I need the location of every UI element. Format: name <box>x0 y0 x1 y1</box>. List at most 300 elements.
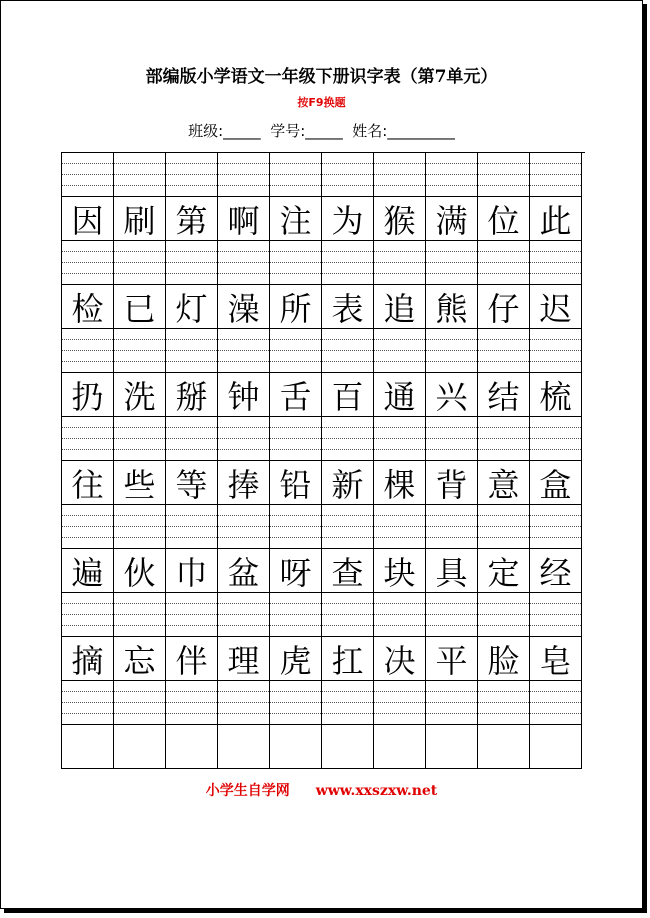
guide-line <box>478 339 529 340</box>
guide-line <box>374 713 425 714</box>
guide-cell <box>322 593 374 637</box>
guide-cell <box>270 241 322 285</box>
character-cell: 检 <box>62 285 114 329</box>
character-row <box>62 461 585 505</box>
guide-line <box>270 603 321 604</box>
guide-line <box>166 625 217 626</box>
guide-line <box>374 361 425 362</box>
guide-line <box>62 438 113 439</box>
guide-cell <box>218 681 270 725</box>
guide-line <box>62 537 113 538</box>
character-grid <box>61 152 585 769</box>
guide-line <box>322 702 373 703</box>
guide-cell <box>166 593 218 637</box>
guide-line <box>62 163 113 164</box>
guide-line <box>478 174 529 175</box>
guide-line <box>322 449 373 450</box>
guide-cell <box>478 505 530 549</box>
guide-line <box>530 438 581 439</box>
guide-line <box>270 713 321 714</box>
guide-line <box>426 713 477 714</box>
guide-cell <box>270 329 322 373</box>
guide-line <box>478 702 529 703</box>
character-cell: 扔 <box>62 373 114 417</box>
character-cell: 注 <box>270 197 322 241</box>
character-cell: 巾 <box>166 549 218 593</box>
guide-line <box>114 185 165 186</box>
student-info-line: 班级:_____ 学号:_____ 姓名:_________ <box>188 122 455 140</box>
guide-cell <box>114 329 166 373</box>
character-cell: 澡 <box>218 285 270 329</box>
guide-line <box>218 713 269 714</box>
guide-line <box>478 614 529 615</box>
site-name[interactable]: 小学生自学网 <box>205 783 290 799</box>
guide-line <box>374 537 425 538</box>
character-cell: 伙 <box>114 549 166 593</box>
character-cell: 迟 <box>530 285 582 329</box>
character-cell: 棵 <box>374 461 426 505</box>
guide-line <box>530 350 581 351</box>
guide-line <box>114 174 165 175</box>
guide-row <box>62 681 585 725</box>
character-cell: 块 <box>374 549 426 593</box>
guide-line <box>478 515 529 516</box>
guide-line <box>270 449 321 450</box>
guide-cell <box>270 417 322 461</box>
guide-line <box>426 537 477 538</box>
guide-cell <box>114 241 166 285</box>
guide-line <box>62 262 113 263</box>
guide-line <box>166 691 217 692</box>
guide-line <box>218 625 269 626</box>
guide-line <box>426 174 477 175</box>
guide-line <box>426 251 477 252</box>
guide-line <box>530 515 581 516</box>
guide-line <box>322 537 373 538</box>
character-cell: 满 <box>426 197 478 241</box>
guide-line <box>426 361 477 362</box>
character-cell: 理 <box>218 637 270 681</box>
guide-line <box>270 438 321 439</box>
guide-line <box>374 526 425 527</box>
guide-cell <box>374 593 426 637</box>
guide-line <box>166 174 217 175</box>
guide-line <box>62 273 113 274</box>
guide-line <box>270 174 321 175</box>
guide-line <box>530 691 581 692</box>
guide-line <box>478 273 529 274</box>
guide-cell <box>62 417 114 461</box>
guide-line <box>426 691 477 692</box>
guide-line <box>322 350 373 351</box>
guide-line <box>218 691 269 692</box>
guide-row <box>62 153 585 197</box>
character-cell: 位 <box>478 197 530 241</box>
guide-line <box>426 350 477 351</box>
guide-cell <box>62 593 114 637</box>
character-cell: 舌 <box>270 373 322 417</box>
guide-line <box>114 614 165 615</box>
guide-line <box>62 515 113 516</box>
character-cell: 熊 <box>426 285 478 329</box>
guide-line <box>478 251 529 252</box>
character-cell: 摘 <box>62 637 114 681</box>
guide-line <box>270 262 321 263</box>
guide-line <box>374 262 425 263</box>
guide-line <box>166 526 217 527</box>
guide-line <box>218 339 269 340</box>
guide-line <box>114 449 165 450</box>
guide-line <box>114 273 165 274</box>
guide-cell <box>62 681 114 725</box>
guide-row <box>62 593 585 637</box>
blank-cell <box>322 725 374 769</box>
character-cell: 盒 <box>530 461 582 505</box>
guide-line <box>166 350 217 351</box>
guide-cell <box>426 241 478 285</box>
guide-line <box>270 515 321 516</box>
character-row <box>62 373 585 417</box>
page-title: 部编版小学语文一年级下册识字表（第7单元） <box>145 67 498 87</box>
guide-line <box>530 625 581 626</box>
guide-cell <box>218 153 270 197</box>
character-cell: 脸 <box>478 637 530 681</box>
guide-line <box>270 185 321 186</box>
guide-line <box>530 339 581 340</box>
guide-line <box>270 361 321 362</box>
character-row <box>62 285 585 329</box>
blank-cell <box>478 725 530 769</box>
character-cell: 灯 <box>166 285 218 329</box>
guide-line <box>218 262 269 263</box>
guide-cell <box>374 681 426 725</box>
guide-line <box>478 526 529 527</box>
guide-cell <box>166 417 218 461</box>
guide-cell <box>322 681 374 725</box>
character-cell: 等 <box>166 461 218 505</box>
guide-line <box>166 614 217 615</box>
guide-line <box>322 614 373 615</box>
guide-cell <box>478 593 530 637</box>
guide-line <box>530 614 581 615</box>
character-cell: 表 <box>322 285 374 329</box>
character-cell: 决 <box>374 637 426 681</box>
guide-line <box>114 361 165 362</box>
guide-cell <box>166 241 218 285</box>
guide-line <box>374 702 425 703</box>
guide-cell <box>478 681 530 725</box>
guide-line <box>322 427 373 428</box>
guide-line <box>114 163 165 164</box>
character-cell: 洗 <box>114 373 166 417</box>
guide-cell <box>478 153 530 197</box>
guide-cell <box>270 593 322 637</box>
guide-line <box>114 526 165 527</box>
character-cell: 猴 <box>374 197 426 241</box>
guide-line <box>114 262 165 263</box>
guide-line <box>426 526 477 527</box>
guide-line <box>114 339 165 340</box>
character-cell: 此 <box>530 197 582 241</box>
guide-cell <box>218 241 270 285</box>
guide-line <box>270 427 321 428</box>
guide-line <box>426 262 477 263</box>
guide-line <box>426 614 477 615</box>
guide-line <box>530 273 581 274</box>
page-shadow <box>4 909 647 913</box>
guide-cell <box>322 153 374 197</box>
character-cell: 啊 <box>218 197 270 241</box>
character-cell: 呀 <box>270 549 322 593</box>
blank-cell <box>270 725 322 769</box>
guide-line <box>322 163 373 164</box>
guide-line <box>322 185 373 186</box>
guide-row <box>62 417 585 461</box>
guide-line <box>374 614 425 615</box>
guide-cell <box>426 329 478 373</box>
blank-cell <box>426 725 478 769</box>
guide-line <box>374 515 425 516</box>
guide-line <box>374 625 425 626</box>
guide-line <box>530 427 581 428</box>
character-cell: 意 <box>478 461 530 505</box>
guide-line <box>166 163 217 164</box>
guide-row <box>62 329 585 373</box>
blank-cell <box>218 725 270 769</box>
guide-cell <box>62 505 114 549</box>
character-row <box>62 197 585 241</box>
guide-line <box>374 438 425 439</box>
guide-cell <box>530 593 582 637</box>
guide-line <box>218 427 269 428</box>
guide-cell <box>114 593 166 637</box>
guide-line <box>530 713 581 714</box>
blank-cell <box>62 725 114 769</box>
guide-cell <box>322 417 374 461</box>
guide-cell <box>478 417 530 461</box>
site-url[interactable]: www.xxszxw.net <box>315 783 438 799</box>
guide-line <box>218 174 269 175</box>
guide-cell <box>218 593 270 637</box>
guide-line <box>114 438 165 439</box>
guide-line <box>270 273 321 274</box>
character-cell: 钟 <box>218 373 270 417</box>
guide-line <box>530 702 581 703</box>
guide-line <box>530 163 581 164</box>
character-cell: 皂 <box>530 637 582 681</box>
guide-line <box>426 603 477 604</box>
guide-line <box>62 713 113 714</box>
character-cell: 捧 <box>218 461 270 505</box>
guide-line <box>322 262 373 263</box>
character-cell: 追 <box>374 285 426 329</box>
guide-cell <box>530 505 582 549</box>
character-cell: 盆 <box>218 549 270 593</box>
guide-line <box>478 438 529 439</box>
character-cell: 往 <box>62 461 114 505</box>
guide-cell <box>322 241 374 285</box>
guide-line <box>426 625 477 626</box>
guide-line <box>62 251 113 252</box>
guide-cell <box>426 417 478 461</box>
guide-line <box>374 350 425 351</box>
guide-line <box>530 361 581 362</box>
guide-line <box>166 438 217 439</box>
guide-line <box>478 449 529 450</box>
guide-line <box>322 251 373 252</box>
character-row <box>62 549 585 593</box>
guide-line <box>270 625 321 626</box>
guide-line <box>374 427 425 428</box>
guide-line <box>62 625 113 626</box>
guide-line <box>218 515 269 516</box>
guide-line <box>426 339 477 340</box>
guide-line <box>374 603 425 604</box>
guide-line <box>166 713 217 714</box>
guide-line <box>166 185 217 186</box>
guide-cell <box>62 329 114 373</box>
character-cell: 结 <box>478 373 530 417</box>
blank-cell <box>374 725 426 769</box>
guide-cell <box>270 505 322 549</box>
guide-cell <box>478 329 530 373</box>
guide-cell <box>426 153 478 197</box>
guide-line <box>166 427 217 428</box>
guide-line <box>322 361 373 362</box>
guide-line <box>530 449 581 450</box>
guide-line <box>218 273 269 274</box>
guide-cell <box>426 593 478 637</box>
character-cell: 为 <box>322 197 374 241</box>
guide-cell <box>374 505 426 549</box>
guide-line <box>270 702 321 703</box>
guide-cell <box>166 329 218 373</box>
guide-line <box>62 350 113 351</box>
character-cell: 些 <box>114 461 166 505</box>
guide-line <box>478 427 529 428</box>
guide-line <box>166 449 217 450</box>
guide-line <box>166 702 217 703</box>
guide-line <box>114 625 165 626</box>
guide-line <box>530 185 581 186</box>
guide-line <box>218 526 269 527</box>
blank-cell <box>530 725 582 769</box>
guide-line <box>530 174 581 175</box>
guide-line <box>374 339 425 340</box>
guide-line <box>374 163 425 164</box>
guide-line <box>114 251 165 252</box>
guide-line <box>530 251 581 252</box>
guide-line <box>166 537 217 538</box>
character-cell: 仔 <box>478 285 530 329</box>
guide-line <box>322 526 373 527</box>
guide-cell <box>114 505 166 549</box>
guide-line <box>374 185 425 186</box>
guide-line <box>114 691 165 692</box>
guide-line <box>62 691 113 692</box>
character-cell: 定 <box>478 549 530 593</box>
guide-cell <box>374 329 426 373</box>
guide-cell <box>322 329 374 373</box>
guide-cell <box>530 681 582 725</box>
guide-line <box>218 361 269 362</box>
guide-line <box>218 251 269 252</box>
guide-cell <box>478 241 530 285</box>
guide-line <box>62 361 113 362</box>
guide-line <box>62 174 113 175</box>
guide-line <box>374 273 425 274</box>
guide-line <box>322 713 373 714</box>
guide-cell <box>166 681 218 725</box>
guide-cell <box>218 505 270 549</box>
guide-line <box>166 273 217 274</box>
guide-line <box>478 603 529 604</box>
guide-line <box>114 713 165 714</box>
character-cell: 掰 <box>166 373 218 417</box>
character-cell: 背 <box>426 461 478 505</box>
guide-line <box>322 438 373 439</box>
guide-line <box>62 526 113 527</box>
character-cell: 已 <box>114 285 166 329</box>
guide-line <box>270 537 321 538</box>
guide-line <box>166 339 217 340</box>
guide-line <box>270 526 321 527</box>
character-cell: 查 <box>322 549 374 593</box>
character-cell: 所 <box>270 285 322 329</box>
character-cell: 通 <box>374 373 426 417</box>
guide-line <box>530 262 581 263</box>
guide-line <box>218 603 269 604</box>
character-cell: 刷 <box>114 197 166 241</box>
character-cell: 百 <box>322 373 374 417</box>
guide-line <box>62 427 113 428</box>
guide-cell <box>114 417 166 461</box>
guide-line <box>166 603 217 604</box>
guide-line <box>270 163 321 164</box>
guide-cell <box>114 153 166 197</box>
guide-line <box>218 537 269 538</box>
guide-cell <box>530 241 582 285</box>
character-cell: 经 <box>530 549 582 593</box>
guide-cell <box>530 417 582 461</box>
character-cell: 扛 <box>322 637 374 681</box>
guide-line <box>62 702 113 703</box>
guide-line <box>270 691 321 692</box>
guide-line <box>218 614 269 615</box>
guide-cell <box>374 153 426 197</box>
guide-row <box>62 241 585 285</box>
character-cell: 伴 <box>166 637 218 681</box>
guide-line <box>218 185 269 186</box>
guide-cell <box>114 681 166 725</box>
guide-line <box>426 702 477 703</box>
guide-cell <box>218 417 270 461</box>
guide-line <box>426 515 477 516</box>
guide-line <box>270 614 321 615</box>
guide-line <box>322 174 373 175</box>
guide-line <box>426 185 477 186</box>
guide-line <box>218 449 269 450</box>
character-cell: 因 <box>62 197 114 241</box>
guide-line <box>166 361 217 362</box>
guide-line <box>114 603 165 604</box>
guide-line <box>114 427 165 428</box>
character-cell: 第 <box>166 197 218 241</box>
character-cell: 虎 <box>270 637 322 681</box>
blank-row <box>62 725 585 769</box>
character-row <box>62 637 585 681</box>
guide-line <box>374 691 425 692</box>
